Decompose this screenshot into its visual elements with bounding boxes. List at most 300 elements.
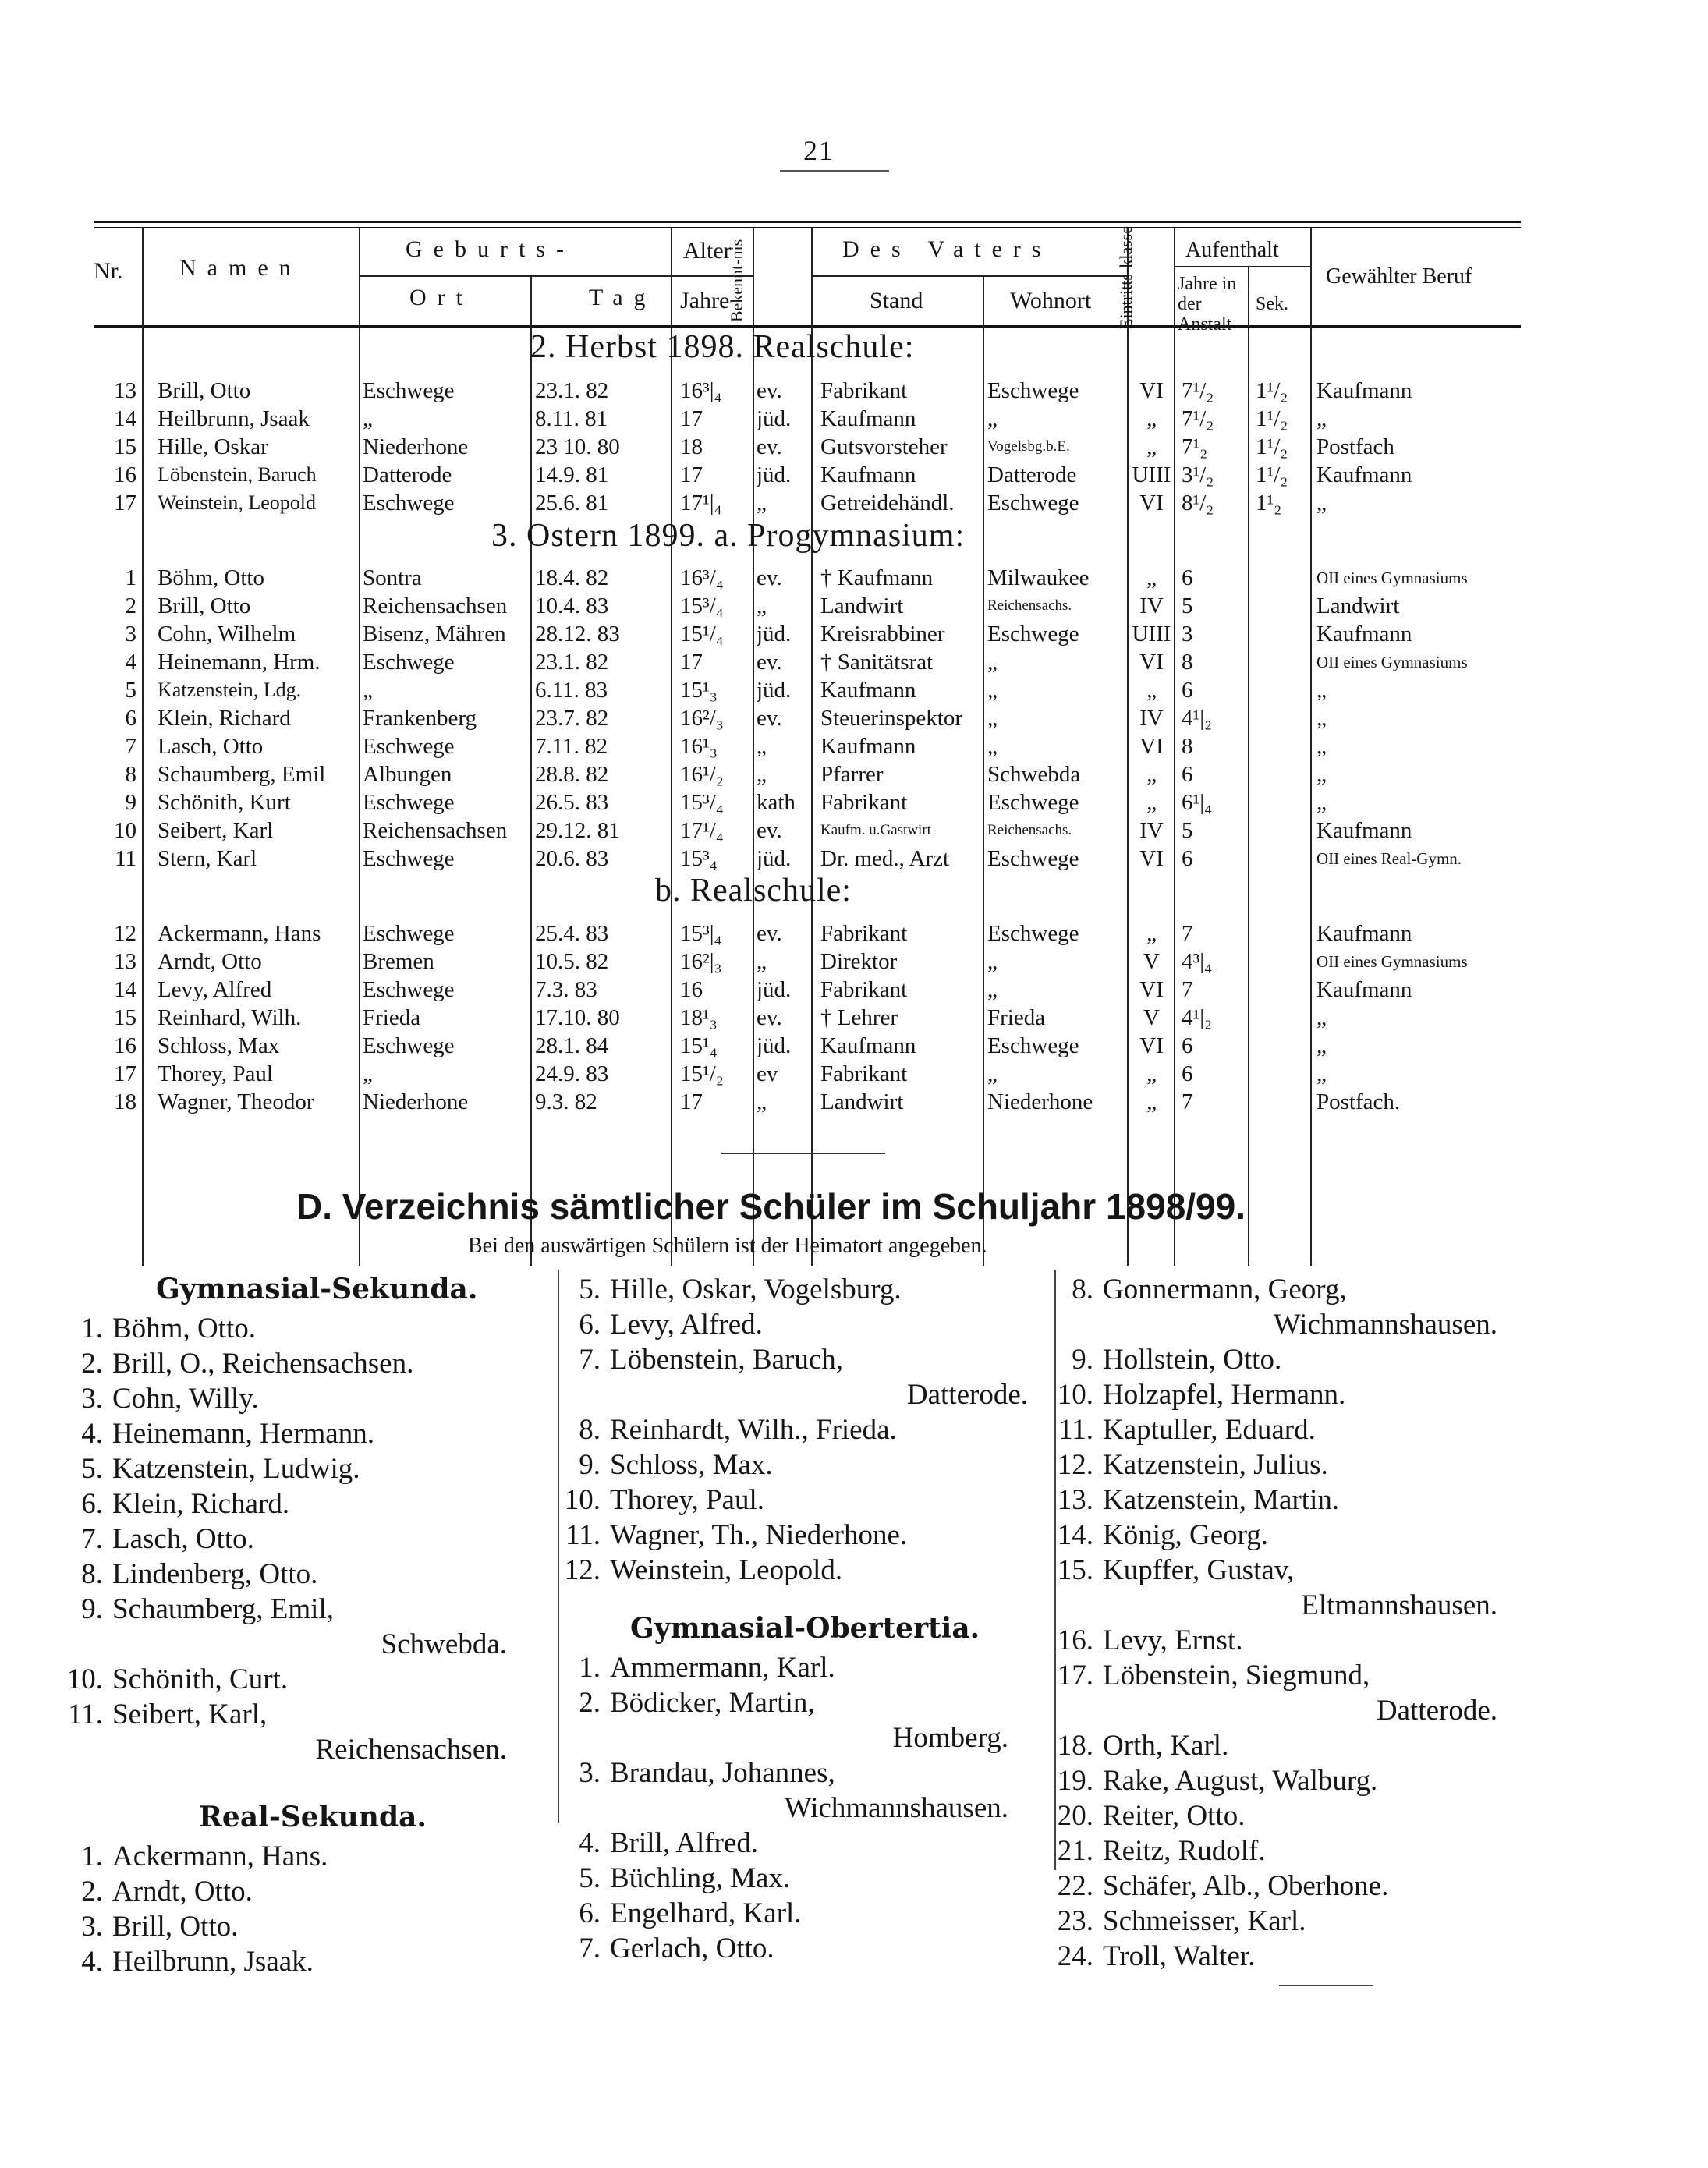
- list-item: [544, 1553, 842, 1587]
- list-item-text: Brill, Alfred.: [610, 1827, 759, 1859]
- cell-alter: 16²|₃: [680, 949, 722, 974]
- list-item-text: Katzenstein, Martin.: [1103, 1484, 1340, 1516]
- cell-nr: 3: [125, 622, 136, 647]
- list-item-continuation: Eltmannshausen.: [1301, 1589, 1497, 1621]
- list-item-text: Schmeisser, Karl.: [1103, 1905, 1306, 1937]
- table-row: [94, 489, 1521, 517]
- cell-name: Klein, Richard: [158, 706, 291, 731]
- cell-alter: 15¹/₂: [680, 1061, 724, 1086]
- list-item-text: Thorey, Paul.: [610, 1484, 764, 1516]
- cell-nr: 8: [125, 762, 136, 787]
- cell-ort: Reichensachsen: [363, 818, 508, 843]
- cell-nr: 16: [114, 462, 136, 487]
- cell-beruf: Kaufmann: [1316, 622, 1412, 647]
- aufenthalt-subrule: [1174, 266, 1310, 267]
- cell-kl: UIII: [1132, 622, 1171, 647]
- section-divider: [721, 1153, 885, 1154]
- cell-alter: 15³|₄: [680, 921, 722, 946]
- table-row: [94, 1060, 1521, 1088]
- cell-beruf: Kaufmann: [1316, 378, 1412, 403]
- list-item: [1037, 1834, 1266, 1868]
- cell-ort: Eschwege: [363, 378, 455, 403]
- cell-ort: Sontra: [363, 565, 422, 590]
- cell-wohnort: Milwaukee: [987, 565, 1090, 590]
- list-item: [1037, 1273, 1347, 1306]
- cell-jahre: 6¹|₄: [1182, 790, 1213, 815]
- cell-alter: 16²/₃: [680, 706, 724, 731]
- cell-kl: „: [1146, 565, 1157, 590]
- list-item: [1037, 1799, 1245, 1833]
- cell-ort: Eschwege: [363, 650, 455, 675]
- cell-alter: 16¹/₂: [680, 762, 724, 787]
- cell-tag: 23.7. 82: [535, 706, 609, 731]
- cell-alter: 17: [680, 462, 703, 487]
- table-row: [94, 620, 1521, 648]
- list-item-number: 2.: [579, 1687, 601, 1719]
- cell-ort: Reichensachsen: [363, 593, 508, 618]
- header-des-vaters: Des Vaters: [842, 236, 1052, 262]
- list-item: [544, 1343, 843, 1376]
- cell-stand: Landwirt: [820, 1089, 904, 1114]
- header-tag: Tag: [589, 285, 657, 310]
- list-heading: D. Verzeichnis sämtlicher Schüler im Schuljahr 1898/99.: [296, 1186, 1246, 1227]
- cell-stand: Fabrikant: [820, 378, 908, 403]
- cell-beruf: „: [1316, 1005, 1327, 1030]
- list-item: [1037, 1940, 1255, 1973]
- cell-ort: Bisenz, Mähren: [363, 622, 506, 647]
- cell-jahre: 6: [1182, 1061, 1193, 1086]
- cell-wohnort: „: [987, 734, 998, 759]
- cell-jahre: 8: [1182, 734, 1193, 759]
- geburts-subrule: [359, 275, 671, 277]
- cell-alter: 15³/₄: [680, 790, 724, 815]
- list-item-text: Brill, Otto.: [112, 1911, 239, 1943]
- cell-jahre: 8: [1182, 650, 1193, 675]
- group-title: Gymnasial-Sekunda.: [156, 1273, 478, 1305]
- cell-wohnort: „: [987, 406, 998, 431]
- cell-tag: 23 10. 80: [535, 434, 620, 459]
- cell-kl: IV: [1139, 593, 1164, 618]
- cell-bek: jüd.: [757, 1033, 792, 1058]
- cell-bek: jüd.: [757, 977, 792, 1002]
- cell-jahre: 4¹|₂: [1182, 1005, 1213, 1030]
- cell-name: Arndt, Otto: [158, 949, 262, 974]
- list-item-continuation: Wichmannshausen.: [784, 1792, 1008, 1824]
- cell-bek: ev.: [757, 434, 782, 459]
- list-item-number: 22.: [1057, 1870, 1093, 1902]
- list-item-number: 1.: [81, 1312, 103, 1344]
- header-bekenntnis: Bekennt-nis: [727, 239, 746, 323]
- list-item-number: 11.: [565, 1519, 601, 1551]
- cell-kl: „: [1146, 921, 1157, 946]
- table-row: [94, 845, 1521, 873]
- list-end-rule: [1279, 1985, 1373, 1986]
- cell-jahre: 6: [1182, 678, 1193, 703]
- cell-ort: Eschwege: [363, 1033, 455, 1058]
- list-item-text: Rake, August, Walburg.: [1103, 1765, 1378, 1797]
- cell-jahre: 6: [1182, 1033, 1193, 1058]
- group-title: Real-Sekunda.: [199, 1801, 427, 1833]
- cell-kl: IV: [1139, 818, 1164, 843]
- table-row: [94, 732, 1521, 760]
- list-item: [1037, 1518, 1268, 1552]
- list-item-number: 6.: [81, 1488, 103, 1520]
- list-item: [47, 1382, 259, 1415]
- list-item-number: 7.: [579, 1932, 601, 1964]
- list-subheading: Bei den auswärtigen Schülern ist der Heimatort angegeben.: [468, 1234, 987, 1258]
- list-item-text: Bödicker, Martin,: [610, 1687, 815, 1719]
- list-item-text: Heilbrunn, Jsaak.: [112, 1946, 314, 1978]
- cell-alter: 17¹/₄: [680, 818, 724, 843]
- table-row: [94, 648, 1521, 676]
- cell-name: Schaumberg, Emil: [158, 762, 326, 787]
- cell-stand: Direktor: [820, 949, 898, 974]
- cell-beruf: „: [1316, 1033, 1327, 1058]
- cell-name: Ackermann, Hans: [158, 921, 321, 946]
- cell-kl: VI: [1139, 846, 1164, 871]
- cell-jahre: 7: [1182, 921, 1193, 946]
- cell-tag: 9.3. 82: [535, 1089, 597, 1114]
- cell-wohnort: Eschwege: [987, 846, 1079, 871]
- cell-stand: † Lehrer: [820, 1005, 898, 1030]
- cell-stand: Getreidehändl.: [820, 491, 955, 515]
- cell-beruf: „: [1316, 1061, 1327, 1086]
- cell-kl: „: [1146, 434, 1157, 459]
- cell-bek: ev: [757, 1061, 778, 1086]
- cell-beruf: „: [1316, 491, 1327, 515]
- cell-stand: † Sanitätsrat: [820, 650, 934, 675]
- cell-name: Katzenstein, Ldg.: [158, 678, 302, 701]
- cell-alter: 15³/₄: [680, 593, 724, 618]
- cell-kl: „: [1146, 762, 1157, 787]
- cell-tag: 6.11. 83: [535, 678, 608, 703]
- list-item: [1037, 1764, 1377, 1798]
- list-item-text: Cohn, Willy.: [112, 1383, 259, 1415]
- cell-nr: 17: [114, 491, 136, 515]
- list-item: [1037, 1553, 1294, 1587]
- list-item: [544, 1448, 773, 1482]
- cell-tag: 8.11. 81: [535, 406, 608, 431]
- cell-tag: 14.9. 81: [535, 462, 609, 487]
- vater-subrule: [811, 275, 1127, 277]
- list-item-number: 11.: [68, 1699, 103, 1731]
- cell-bek: jüd.: [757, 678, 792, 703]
- page-number: 21: [803, 135, 835, 166]
- list-item-number: 7.: [579, 1344, 601, 1376]
- cell-ort: Frankenberg: [363, 706, 477, 731]
- header-geburts: Geburts-: [406, 236, 575, 262]
- list-item-text: Schaumberg, Emil,: [112, 1593, 334, 1625]
- cell-tag: 23.1. 82: [535, 378, 609, 403]
- cell-name: Stern, Karl: [158, 846, 257, 871]
- cell-beruf: OII eines Gymnasiums: [1316, 653, 1468, 671]
- list-item-text: Ackermann, Hans.: [112, 1840, 328, 1872]
- cell-name: Löbenstein, Baruch: [158, 463, 317, 486]
- cell-beruf: OII eines Real-Gymn.: [1316, 849, 1462, 868]
- table-row: [94, 919, 1521, 948]
- list-item-text: Weinstein, Leopold.: [610, 1554, 843, 1586]
- table-row: [94, 1032, 1521, 1060]
- list-item-number: 10.: [564, 1484, 601, 1516]
- list-item-number: 8.: [579, 1414, 601, 1446]
- cell-stand: Fabrikant: [820, 977, 908, 1002]
- cell-bek: ev.: [757, 650, 782, 675]
- table-top-rule: [94, 221, 1521, 223]
- list-item-number: 15.: [1057, 1554, 1093, 1586]
- table-row: [94, 377, 1521, 405]
- list-item-text: Gerlach, Otto.: [610, 1932, 774, 1964]
- list-item-number: 18.: [1057, 1730, 1093, 1762]
- cell-wohnort: „: [987, 949, 998, 974]
- list-item-number: 10.: [1057, 1379, 1093, 1411]
- list-item-text: Ammermann, Karl.: [610, 1652, 835, 1684]
- cell-ort: Eschwege: [363, 491, 455, 515]
- cell-beruf: Postfach: [1316, 434, 1394, 459]
- cell-bek: „: [757, 734, 767, 759]
- list-item-number: 11.: [1058, 1414, 1093, 1446]
- cell-sek: 1¹/₂: [1256, 462, 1288, 487]
- list-item-text: Schönith, Curt.: [112, 1663, 289, 1695]
- table-row: [94, 1004, 1521, 1032]
- header-beruf: Gewählter Beruf: [1326, 264, 1472, 289]
- cell-tag: 10.4. 83: [535, 593, 609, 618]
- table-row: [94, 405, 1521, 433]
- cell-bek: jüd.: [757, 462, 792, 487]
- cell-tag: 7.3. 83: [535, 977, 597, 1002]
- cell-name: Heinemann, Hrm.: [158, 650, 321, 675]
- cell-wohnort: Eschwege: [987, 1033, 1079, 1058]
- cell-kl: „: [1146, 1061, 1157, 1086]
- section-title: 2. Herbst 1898. Realschule:: [530, 329, 915, 365]
- cell-stand: Kreisrabbiner: [820, 622, 945, 647]
- list-item-number: 16.: [1057, 1624, 1093, 1656]
- table-row: [94, 788, 1521, 817]
- list-item: [1037, 1659, 1370, 1692]
- list-item-continuation: Datterode.: [1376, 1695, 1497, 1727]
- cell-bek: „: [757, 593, 767, 618]
- list-item: [47, 1417, 374, 1451]
- list-item: [47, 1698, 267, 1731]
- list-item-number: 5.: [579, 1274, 601, 1305]
- cell-wohnort: „: [987, 706, 998, 731]
- cell-nr: 13: [114, 378, 136, 403]
- list-item-number: 12.: [1057, 1449, 1093, 1481]
- cell-sek: 1¹₂: [1256, 491, 1282, 515]
- list-item: [544, 1932, 774, 1965]
- cell-alter: 16: [680, 977, 703, 1002]
- cell-bek: ev.: [757, 378, 782, 403]
- cell-kl: „: [1146, 678, 1157, 703]
- list-item-text: Reitz, Rudolf.: [1103, 1835, 1266, 1867]
- table-row: [94, 1088, 1521, 1116]
- table-row: [94, 564, 1521, 592]
- list-item-number: 9.: [579, 1449, 601, 1481]
- cell-wohnort: „: [987, 678, 998, 703]
- cell-ort: Eschwege: [363, 977, 455, 1002]
- cell-beruf: OII eines Gymnasiums: [1316, 952, 1468, 971]
- cell-name: Reinhard, Wilh.: [158, 1005, 302, 1030]
- cell-beruf: „: [1316, 790, 1327, 815]
- header-stand: Stand: [870, 288, 923, 314]
- cell-stand: † Kaufmann: [820, 565, 934, 590]
- cell-wohnort: Reichensachs.: [987, 597, 1072, 614]
- cell-nr: 13: [114, 949, 136, 974]
- header-alter: Alter: [683, 238, 732, 264]
- cell-nr: 17: [114, 1061, 136, 1086]
- cell-tag: 10.5. 82: [535, 949, 609, 974]
- cell-kl: VI: [1139, 378, 1164, 403]
- cell-alter: 17: [680, 406, 703, 431]
- list-item: [544, 1413, 897, 1447]
- list-item-number: 3.: [579, 1757, 601, 1789]
- cell-jahre: 5: [1182, 818, 1193, 843]
- header-jahre: Jahre: [680, 288, 730, 314]
- cell-kl: „: [1146, 790, 1157, 815]
- cell-ort: Eschwege: [363, 921, 455, 946]
- list-item-number: 9.: [1072, 1344, 1093, 1376]
- header-jahre-anstalt: Jahre in der Anstalt: [1178, 274, 1237, 335]
- list-item: [544, 1756, 835, 1790]
- list-item-text: Büchling, Max.: [610, 1862, 791, 1894]
- cell-beruf: OII eines Gymnasiums: [1316, 569, 1468, 587]
- cell-nr: 11: [115, 846, 136, 871]
- cell-wohnort: Eschwege: [987, 790, 1079, 815]
- list-item: [47, 1910, 238, 1943]
- cell-beruf: „: [1316, 762, 1327, 787]
- table-top-rule-thin: [94, 227, 1521, 228]
- cell-nr: 4: [125, 650, 136, 675]
- list-item-text: Lasch, Otto.: [112, 1523, 254, 1555]
- list-item-text: Brill, O., Reichensachsen.: [112, 1348, 414, 1380]
- cell-alter: 15¹/₄: [680, 622, 724, 647]
- cell-alter: 16³|₄: [680, 378, 722, 403]
- cell-tag: 25.4. 83: [535, 921, 609, 946]
- list-item-text: Kupffer, Gustav,: [1103, 1554, 1295, 1586]
- header-wohnort: Wohnort: [1010, 288, 1092, 314]
- list-item-text: Katzenstein, Julius.: [1103, 1449, 1328, 1481]
- cell-alter: 18¹₃: [680, 1005, 718, 1030]
- cell-wohnort: Niederhone: [987, 1089, 1093, 1114]
- page-number-ornament: [780, 170, 889, 172]
- cell-stand: Kaufm. u.Gastwirt: [820, 822, 931, 838]
- cell-nr: 9: [125, 790, 136, 815]
- list-item-text: Kaptuller, Eduard.: [1103, 1414, 1316, 1446]
- cell-tag: 28.8. 82: [535, 762, 609, 787]
- table-row: [94, 676, 1521, 704]
- cell-alter: 17: [680, 650, 703, 675]
- cell-wohnort: Reichensachs.: [987, 822, 1072, 838]
- cell-ort: „: [363, 406, 373, 431]
- cell-name: Wagner, Theodor: [158, 1089, 314, 1114]
- cell-jahre: 7¹₂: [1182, 434, 1208, 459]
- cell-name: Heilbrunn, Jsaak: [158, 406, 310, 431]
- cell-bek: „: [757, 762, 767, 787]
- cell-nr: 14: [114, 406, 136, 431]
- cell-bek: „: [757, 491, 767, 515]
- cell-wohnort: Eschwege: [987, 491, 1079, 515]
- cell-kl: IV: [1139, 706, 1164, 731]
- list-item-number: 2.: [81, 1348, 103, 1380]
- list-item-number: 21.: [1057, 1835, 1093, 1867]
- list-item: [1037, 1729, 1228, 1762]
- list-item-number: 9.: [81, 1593, 103, 1625]
- list-item: [1037, 1624, 1242, 1657]
- cell-tag: 25.6. 81: [535, 491, 609, 515]
- list-item-text: Orth, Karl.: [1103, 1730, 1229, 1762]
- list-item-text: Arndt, Otto.: [112, 1876, 253, 1908]
- cell-tag: 7.11. 82: [535, 734, 608, 759]
- cell-bek: ev.: [757, 1005, 782, 1030]
- list-item-continuation: Reichensachsen.: [315, 1734, 507, 1766]
- cell-beruf: Kaufmann: [1316, 818, 1412, 843]
- list-item-number: 19.: [1057, 1765, 1093, 1797]
- cell-name: Levy, Alfred: [158, 977, 272, 1002]
- list-item-number: 8.: [1072, 1274, 1093, 1305]
- header-namen: Namen: [179, 255, 302, 281]
- header-sek: Sek.: [1256, 294, 1288, 314]
- cell-name: Weinstein, Leopold: [158, 491, 316, 514]
- list-item-number: 4.: [81, 1946, 103, 1978]
- cell-nr: 12: [114, 921, 136, 946]
- list-item-continuation: Schwebda.: [381, 1628, 507, 1660]
- cell-stand: Fabrikant: [820, 1061, 908, 1086]
- list-item: [47, 1522, 254, 1556]
- header-eintrittsklasse: Eintritts-klasse: [1116, 226, 1136, 329]
- cell-bek: jüd.: [757, 846, 792, 871]
- cell-jahre: 5: [1182, 593, 1193, 618]
- cell-ort: Eschwege: [363, 790, 455, 815]
- list-item-number: 4.: [81, 1418, 103, 1450]
- list-item-number: 13.: [1057, 1484, 1093, 1516]
- cell-nr: 2: [125, 593, 136, 618]
- list-item: [47, 1347, 413, 1380]
- cell-stand: Kaufmann: [820, 678, 916, 703]
- list-item-text: Löbenstein, Siegmund,: [1103, 1660, 1370, 1692]
- cell-nr: 10: [114, 818, 136, 843]
- list-item-text: Reiter, Otto.: [1103, 1800, 1246, 1832]
- cell-bek: „: [757, 1089, 767, 1114]
- cell-tag: 17.10. 80: [535, 1005, 620, 1030]
- cell-bek: kath: [757, 790, 796, 815]
- cell-jahre: 6: [1182, 565, 1193, 590]
- list-item-number: 5.: [81, 1453, 103, 1485]
- list-item-text: Wagner, Th., Niederhone.: [610, 1519, 908, 1551]
- cell-alter: 16³/₄: [680, 565, 724, 590]
- list-item-number: 12.: [564, 1554, 601, 1586]
- cell-nr: 16: [114, 1033, 136, 1058]
- cell-ort: Niederhone: [363, 434, 469, 459]
- list-item-number: 10.: [66, 1663, 103, 1695]
- cell-alter: 18: [680, 434, 703, 459]
- list-item-number: 20.: [1057, 1800, 1093, 1832]
- cell-stand: Kaufmann: [820, 1033, 916, 1058]
- cell-ort: „: [363, 1061, 373, 1086]
- list-item-text: König, Georg.: [1103, 1519, 1269, 1551]
- cell-tag: 28.1. 84: [535, 1033, 609, 1058]
- cell-jahre: 7¹/₂: [1182, 406, 1214, 431]
- cell-name: Schönith, Kurt: [158, 790, 291, 815]
- list-item-number: 7.: [81, 1523, 103, 1555]
- cell-ort: „: [363, 678, 373, 703]
- list-item: [1037, 1413, 1316, 1447]
- cell-wohnort: „: [987, 977, 998, 1002]
- cell-kl: VI: [1139, 734, 1164, 759]
- cell-alter: 15³₄: [680, 846, 718, 871]
- cell-tag: 24.9. 83: [535, 1061, 609, 1086]
- list-item-number: 14.: [1057, 1519, 1093, 1551]
- header-ort: Ort: [409, 285, 473, 310]
- list-item-continuation: Wichmannshausen.: [1273, 1309, 1497, 1341]
